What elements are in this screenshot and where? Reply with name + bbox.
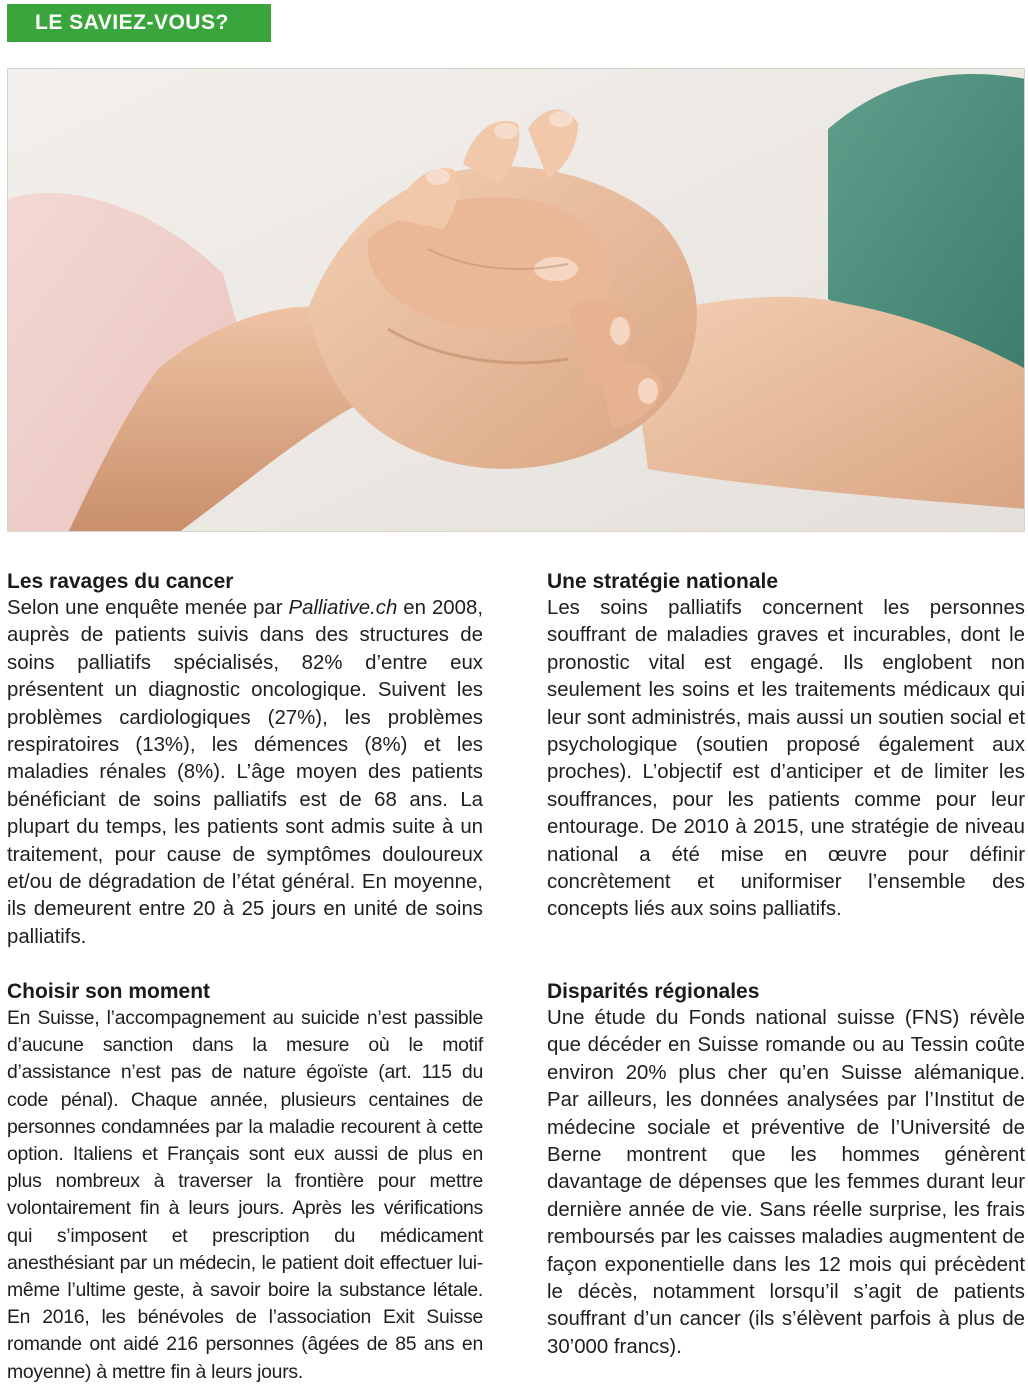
section-text: En Suisse, l’accompagnement au suicide n’est passible d’aucune sanction dans la mesure où le motif d’assistance n’est pas de nature égoïste (art. 115 du code pénal). Chaque année, plusieurs centaines de personnes condamnées par la maladie recourent à cette option. Italiens et Français sont eux aussi de plus en plus nombreux à traverser la frontière pour mettre volontairement fin à leurs jours. Après les vérifications qui s’imposent et prescription du médicament anesthésiant par un médecin, le patient doit effectuer lui-même l’ultime geste, à savoir boire la substance létale. En 2016, les bénévoles de l’association Exit Suisse romande ont aidé 216 personnes (âgées de 85 ans en moyenne) à mettre fin à leurs jours. — [7, 1007, 483, 1383]
section-strategie — [547, 568, 1025, 924]
palliative-link-text: Palliative.ch — [288, 597, 398, 619]
section-text: Les soins palliatifs concernent les personnes souffrant de maladies graves et incurables, dont le pronostic vital est engagé. Ils englobent non seulement les soins et les traitements médicaux qui leur sont administrés, mais aussi un soutien social et psychologique (soutien proposé également aux proches). L’objectif est d’anticiper et de limiter les souffrances, pour les patients comme pour leur entourage. De 2010 à 2015, une stratégie de niveau national a été mise en œuvre pour définir concrètement et uniformiser l’ensemble des concepts liés aux soins palliatifs. — [547, 597, 1025, 921]
section-text: Selon une enquête menée par Palliative.ch en 2008, auprès de patients suivis dans des structures de soins palliatifs spécialisés, 82% d’entre eux présentent un diagnostic oncologique. Suivent les problèmes cardiologiques (27%), les problèmes respiratoires (13%), les démences (8%) et les maladies rénales (8%). L’âge moyen des patients bénéficiant de soins palliatifs est de 68 ans. La plupart du temps, les patients sont admis suite à un traitement, pour cause de symptômes douloureux et/ou de dégradation de l’état général. En moyenne, ils demeurent entre 20 à 25 jours en unité de soins palliatifs. — [7, 597, 483, 948]
section-cancer — [7, 568, 483, 951]
section-title: Disparités régionales — [547, 980, 760, 1003]
section-title: Choisir son moment — [7, 980, 211, 1003]
section-moment — [7, 978, 483, 1386]
section-banner: LE SAVIEZ-VOUS? — [7, 4, 271, 42]
holding-hands-photo — [7, 68, 1025, 532]
section-disparites — [547, 978, 1025, 1361]
section-title: Une stratégie nationale — [547, 570, 779, 593]
section-title: Les ravages du cancer — [7, 570, 234, 593]
section-text: Une étude du Fonds national suisse (FNS) révèle que décéder en Suisse romande ou au Tessin coûte environ 20% plus cher qu’en Suisse alémanique. Par ailleurs, les données analysées par l’Institut de médecine sociale et préventive de l’Université de Berne montrent que les hommes génèrent davantage de dépenses que les femmes durant leur dernière année de vie. Sans réelle surprise, les frais remboursés par les caisses maladies augmentent de façon exponentielle dans les 12 mois qui précèdent le décès, notamment lorsqu’il s’agit de patients souffrant d’un cancer (ils s’élèvent parfois à plus de 30’000 francs). — [547, 1007, 1025, 1358]
